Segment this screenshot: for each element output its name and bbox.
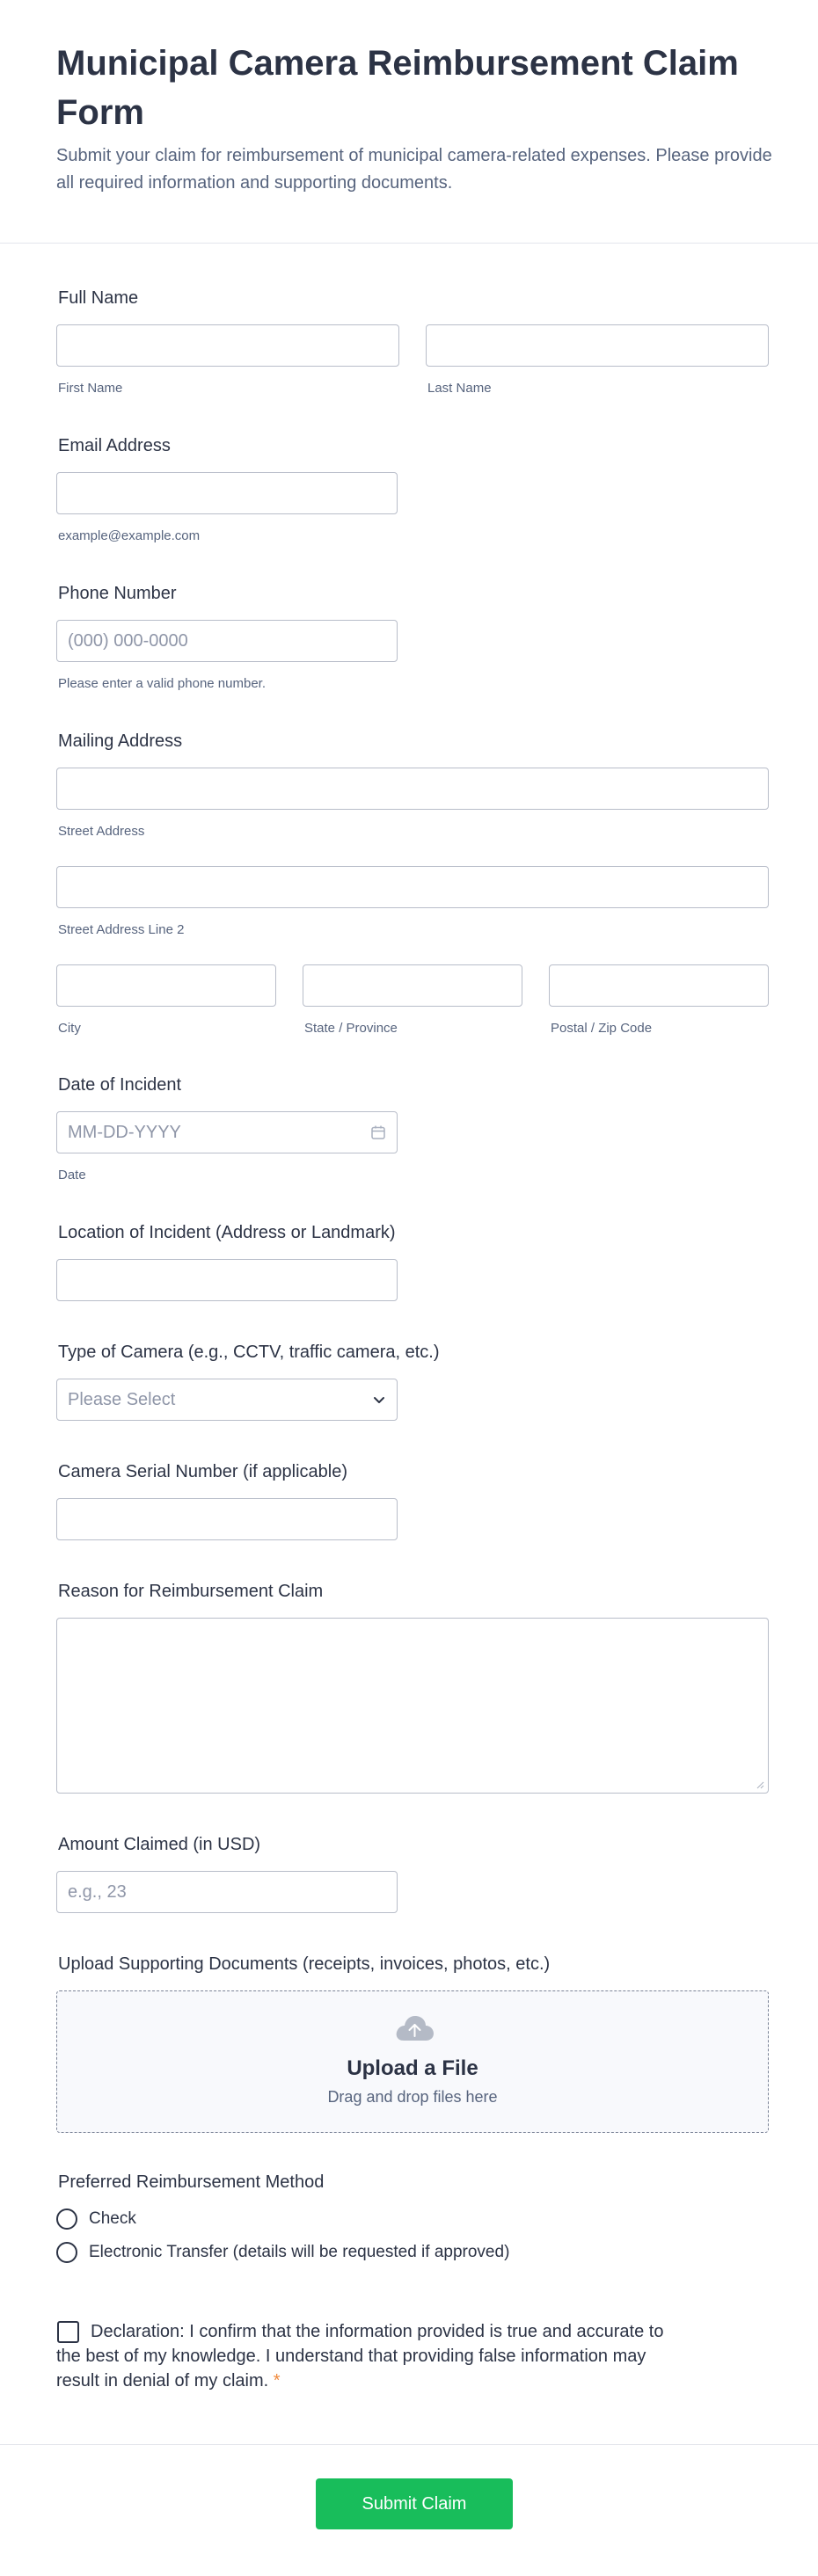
incident-date-label: Date of Incident [58, 1075, 182, 1095]
upload-label: Upload Supporting Documents (receipts, invoices, photos, etc.) [58, 1954, 551, 1974]
declaration-text [56, 2319, 690, 2393]
phone-input[interactable] [56, 620, 398, 662]
street-address-sublabel: Street Address [58, 824, 145, 839]
last-name-sublabel: Last Name [427, 381, 492, 396]
method-label: Preferred Reimbursement Method [58, 2172, 325, 2192]
first-name-sublabel: First Name [58, 381, 123, 396]
declaration-statement: Declaration: I confirm that the information provided is true and accurate to the best of my knowledge. I understand that providing false information may result in denial of my claim. [56, 2322, 664, 2390]
first-name-input[interactable] [56, 324, 399, 367]
phone-label: Phone Number [58, 584, 177, 603]
resize-handle-icon[interactable] [756, 1780, 764, 1789]
calendar-icon[interactable] [370, 1124, 386, 1140]
street-address-line2-input[interactable] [56, 866, 769, 908]
street-address-line2-sublabel: Street Address Line 2 [58, 922, 185, 937]
city-sublabel: City [58, 1021, 81, 1036]
zip-input[interactable] [549, 964, 769, 1007]
camera-type-selected: Please Select [68, 1389, 176, 1409]
location-input[interactable] [56, 1259, 398, 1301]
radio-electronic-transfer[interactable] [56, 2242, 77, 2263]
phone-placeholder: (000) 000-0000 [68, 630, 188, 651]
email-input[interactable] [56, 472, 398, 514]
serial-input[interactable] [56, 1498, 398, 1540]
reason-textarea[interactable] [56, 1618, 769, 1794]
incident-date-sublabel: Date [58, 1168, 86, 1182]
email-sublabel: example@example.com [58, 528, 201, 543]
camera-type-label: Type of Camera (e.g., CCTV, traffic camera, etc.) [58, 1343, 440, 1362]
zip-sublabel: Postal / Zip Code [551, 1021, 653, 1036]
form-description: Submit your claim for reimbursement of municipal camera-related expenses. Please provide all required information and supporting documents. [56, 146, 772, 193]
chevron-down-icon[interactable] [372, 1393, 386, 1407]
state-input[interactable] [303, 964, 522, 1007]
city-input[interactable] [56, 964, 276, 1007]
cloud-upload-icon [393, 2011, 435, 2046]
footer-divider [0, 2444, 818, 2445]
upload-dropzone[interactable] [56, 1990, 769, 2133]
serial-label: Camera Serial Number (if applicable) [58, 1462, 348, 1481]
radio-electronic-transfer-label[interactable]: Electronic Transfer (details will be requested if approved) [89, 2243, 510, 2261]
upload-subtitle: Drag and drop files here [327, 2088, 498, 2106]
address-label: Mailing Address [58, 731, 183, 751]
amount-label: Amount Claimed (in USD) [58, 1835, 261, 1854]
location-label: Location of Incident (Address or Landmark) [58, 1223, 396, 1242]
amount-input[interactable] [56, 1871, 398, 1913]
incident-date-input[interactable] [56, 1111, 398, 1153]
reason-label: Reason for Reimbursement Claim [58, 1582, 324, 1601]
amount-placeholder: e.g., 23 [68, 1881, 127, 1902]
state-sublabel: State / Province [304, 1021, 398, 1036]
radio-check[interactable] [56, 2209, 77, 2230]
form-title: Municipal Camera Reimbursement Claim Form [56, 44, 739, 132]
radio-check-label[interactable]: Check [89, 2209, 136, 2228]
incident-date-placeholder: MM-DD-YYYY [68, 1122, 181, 1142]
submit-claim-button[interactable]: Submit Claim [316, 2478, 513, 2529]
upload-title: Upload a File [347, 2056, 478, 2080]
full-name-label: Full Name [58, 288, 139, 308]
email-label: Email Address [58, 436, 171, 455]
phone-sublabel: Please enter a valid phone number. [58, 676, 266, 691]
header-divider [0, 243, 818, 244]
street-address-input[interactable] [56, 768, 769, 810]
required-marker: * [273, 2371, 281, 2390]
last-name-input[interactable] [426, 324, 769, 367]
camera-type-select[interactable] [56, 1379, 398, 1421]
